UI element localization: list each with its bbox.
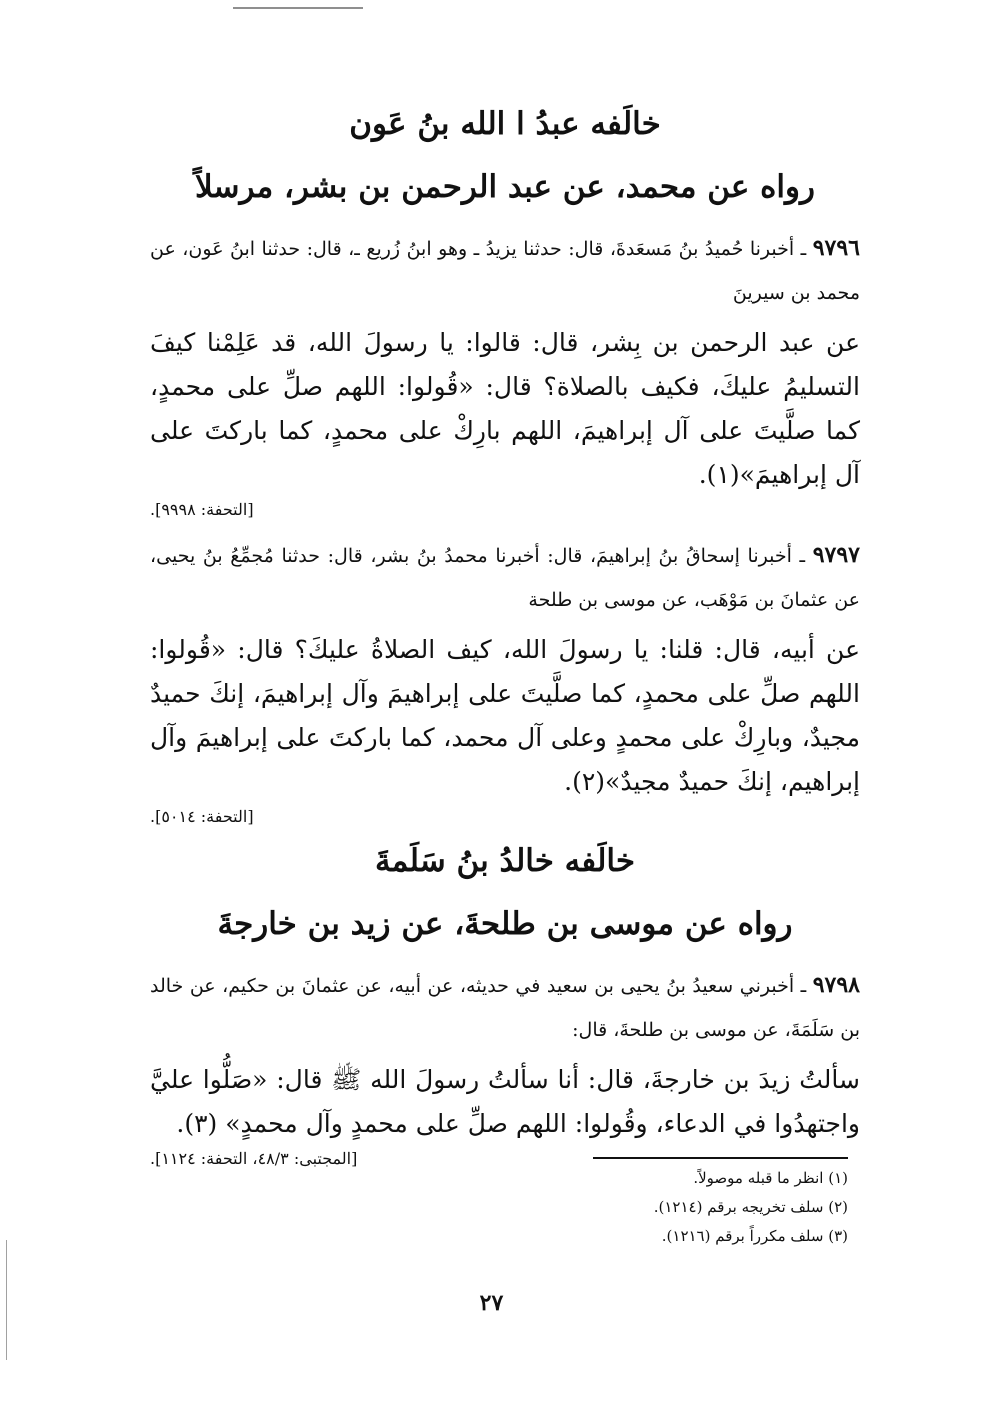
hadith-text: عن عبد الرحمن بن بِشر، قال: قالوا: يا رسولَ الله، قد عَلِمْنا كيفَ التسليمُ عليكَ، فكيف بالصلاة؟ قال: «قُولوا: اللهم صلِّ على محمدٍ، كما صلَّيتَ على آل إبراهيمَ، اللهم بارِكْ على محمدٍ، كما باركتَ على آل إبراهيمَ»(١).: [150, 327, 860, 489]
hadith-number: ٩٧٩٧: [812, 541, 860, 568]
hadith-block: [150, 533, 860, 840]
hadith-reference: [المجتبى: ٤٨/٣، التحفة: ١١٢٤].: [150, 1148, 358, 1168]
hadith-text: سألتُ زيدَ بن خارجةَ، قال: أنا سألتُ رسولَ الله ﷺ قال: «صَلُّوا عليَّ واجتهدُوا في الدعاء، وقُولوا: اللهم صلِّ على محمدٍ وآل محمدٍ» (٣).: [150, 1064, 860, 1138]
hadith-isnad-text: ـ أخبرنا حُميدُ بنُ مَسعَدةَ، قال: حدثنا يزيدُ ـ وهو ابنُ زُريع ـ، قال: حدثنا ابنُ عَون، عن محمد بن سيرينَ: [150, 237, 860, 304]
footnote: (٢) سلف تخريجه برقم (١٢١٤).: [653, 1198, 848, 1216]
scan-edge-mark: [233, 7, 363, 9]
hadith-reference: [التحفة: ٥٠١٤].: [150, 806, 254, 826]
hadith-isnad: [150, 963, 860, 1052]
section-title-1: خالَفه عبدُ ا الله بنُ عَون: [349, 106, 661, 142]
hadith-text: عن أبيه، قال: قلنا: يا رسولَ الله، كيف الصلاةُ عليكَ؟ قال: «قُولوا: اللهم صلِّ على محمدٍ، كما صلَّيتَ على إبراهيمَ وآل إبراهيمَ، إنكَ حميدٌ مجيدٌ، وبارِكْ على محمدٍ وعلى آل محمد، كما باركتَ على إبراهيمَ وآل إبراهيم، إنكَ حميدٌ مجيدٌ»(٢).: [150, 634, 860, 796]
hadith-number: ٩٧٩٦: [812, 234, 860, 261]
footnote: (٣) سلف مكرراً برقم (١٢١٦).: [661, 1227, 848, 1245]
section-title-2: خالَفه خالدُ بنُ سَلَمةَ: [374, 842, 636, 879]
hadith-isnad-text: ـ أخبرني سعيدُ بنُ يحيى بن سعيد في حديثه، عن أبيه، عن عثمانَ بن حكيم، عن خالد بن سَلَمَةَ، عن موسى بن طلحةَ، قال:: [150, 974, 860, 1041]
hadith-list-2: [150, 963, 860, 1182]
hadith-block: [150, 963, 860, 1182]
hadith-reference: [التحفة: ٩٩٩٨].: [150, 499, 254, 519]
section-subtitle-1: رواه عن محمد، عن عبد الرحمن بن بشر، مرسلاً: [195, 169, 815, 206]
hadith-isnad: [150, 226, 860, 315]
hadith-isnad: [150, 533, 860, 622]
hadith-number: ٩٧٩٨: [812, 971, 860, 998]
hadith-block: [150, 226, 860, 533]
hadith-isnad-text: ـ أخبرنا إسحاقُ بنُ إبراهيمَ، قال: أخبرنا محمدُ بنُ بشر، قال: حدثنا مُجمِّعُ بنُ يحيى، عن عثمانَ بن مَوْهَب، عن موسى بن طلحة: [150, 544, 860, 611]
footnote-separator: [593, 1157, 848, 1159]
footnote: (١) انظر ما قبله موصولاً.: [693, 1169, 848, 1187]
section-subtitle-2: رواه عن موسى بن طلحةَ، عن زيد بن خارجةَ: [217, 906, 793, 943]
page-content: [150, 95, 860, 1182]
footnotes: [580, 1164, 848, 1251]
page-number: ٢٧: [479, 1290, 504, 1316]
hadith-list-1: [150, 226, 860, 840]
